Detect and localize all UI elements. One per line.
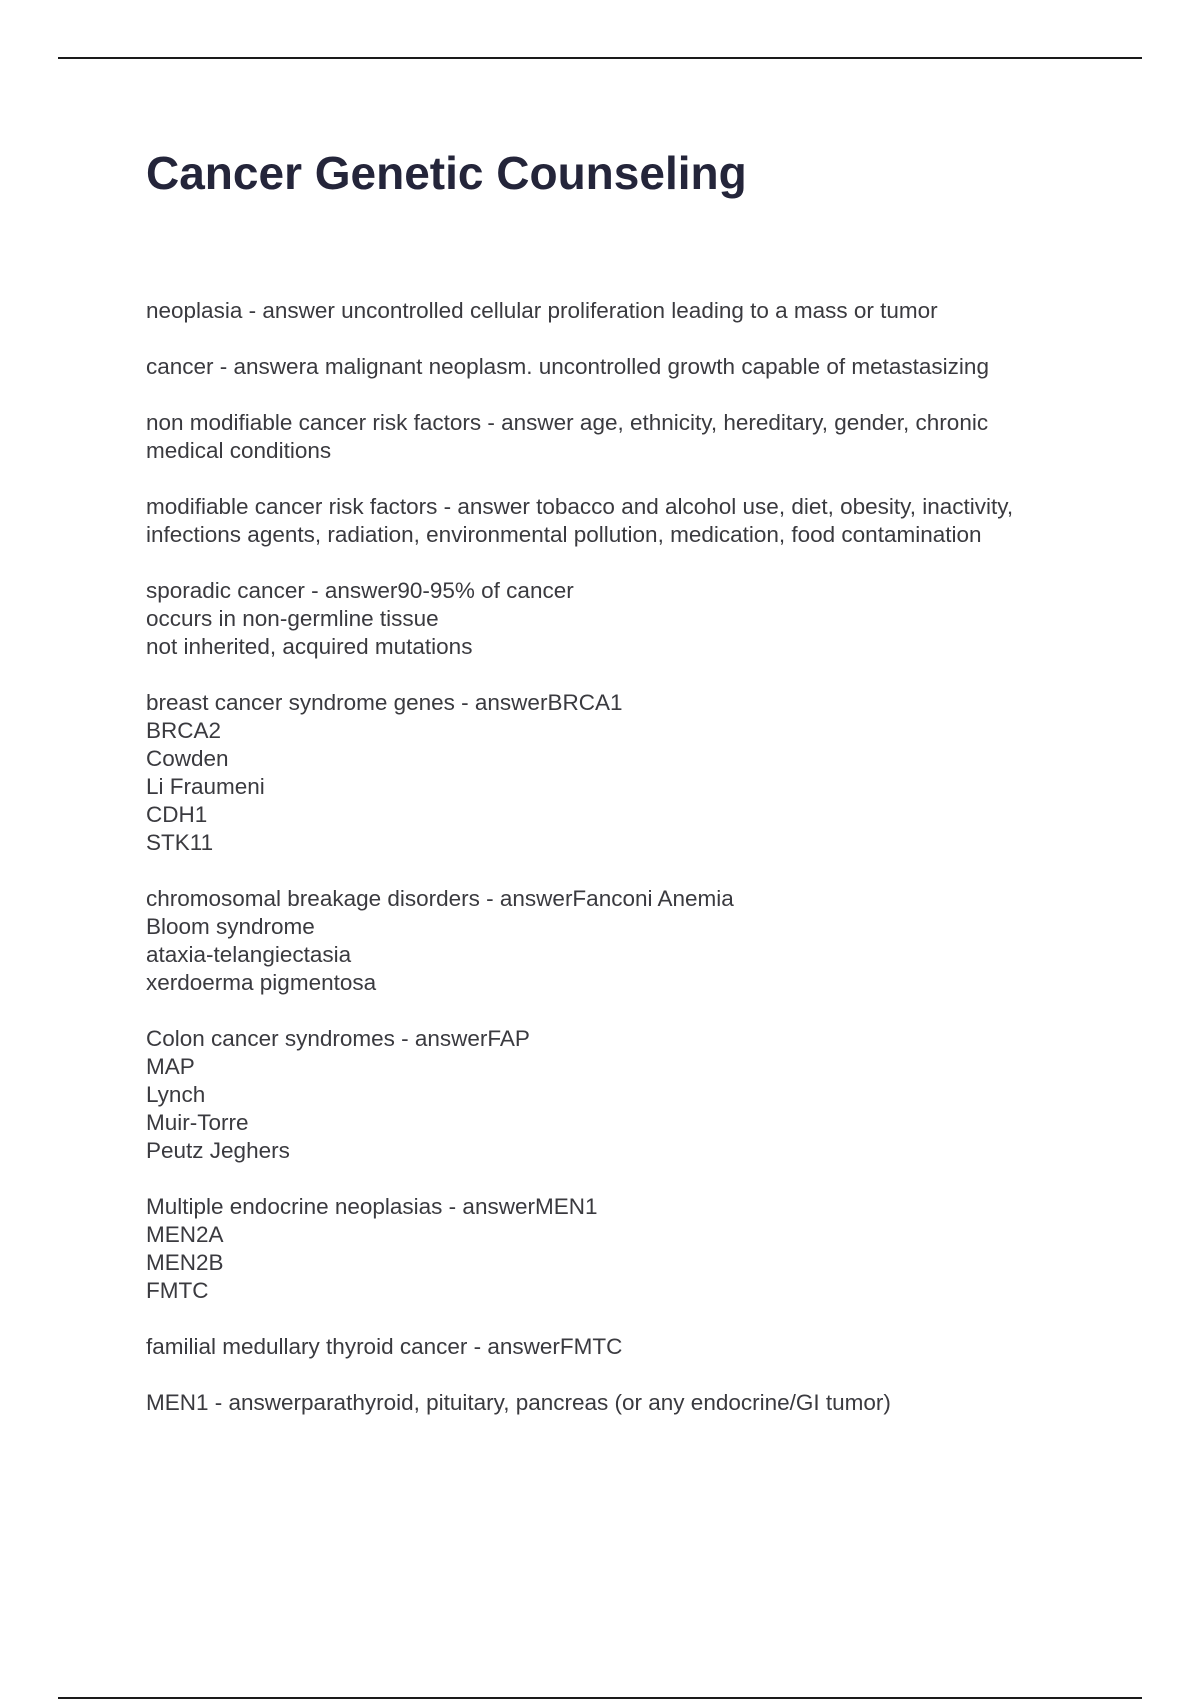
entry-line: sporadic cancer - answer90-95% of cancer bbox=[146, 578, 574, 603]
list-item bbox=[146, 577, 1096, 661]
list-item bbox=[146, 1193, 1096, 1305]
entry-line: neoplasia - answer uncontrolled cellular proliferation leading to a mass or tumor bbox=[146, 298, 938, 323]
list-item bbox=[146, 409, 1096, 465]
entry-line: familial medullary thyroid cancer - answerFMTC bbox=[146, 1334, 623, 1359]
entry-line: Multiple endocrine neoplasias - answerMEN1 bbox=[146, 1194, 598, 1219]
entry-line: non modifiable cancer risk factors - answer age, ethnicity, hereditary, gender, chronic bbox=[146, 410, 989, 435]
entry-line: breast cancer syndrome genes - answerBRCA1 bbox=[146, 690, 623, 715]
flashcard-list bbox=[146, 297, 1096, 1417]
entry-line: CDH1 bbox=[146, 802, 208, 827]
page-title: Cancer Genetic Counseling bbox=[146, 147, 747, 199]
entry-line: MEN2A bbox=[146, 1222, 224, 1247]
entry-line: Lynch bbox=[146, 1082, 206, 1107]
entry-line: modifiable cancer risk factors - answer tobacco and alcohol use, diet, obesity, inactivity, bbox=[146, 494, 1014, 519]
entry-line: Bloom syndrome bbox=[146, 914, 315, 939]
entry-line: xerdoerma pigmentosa bbox=[146, 970, 377, 995]
entry-line: Colon cancer syndromes - answerFAP bbox=[146, 1026, 530, 1051]
entry-line: occurs in non-germline tissue bbox=[146, 606, 439, 631]
entry-line: BRCA2 bbox=[146, 718, 222, 743]
top-divider bbox=[58, 57, 1142, 59]
entry-line: FMTC bbox=[146, 1278, 209, 1303]
list-item bbox=[146, 1389, 1096, 1417]
entry-line: ataxia-telangiectasia bbox=[146, 942, 352, 967]
entry-line: Peutz Jeghers bbox=[146, 1138, 290, 1163]
list-item bbox=[146, 885, 1096, 997]
entry-line: MEN2B bbox=[146, 1250, 224, 1275]
list-item bbox=[146, 297, 1096, 325]
entry-line: not inherited, acquired mutations bbox=[146, 634, 473, 659]
bottom-divider bbox=[58, 1697, 1142, 1699]
entry-line: infections agents, radiation, environmental pollution, medication, food contamination bbox=[146, 522, 982, 547]
list-item bbox=[146, 1333, 1096, 1361]
list-item bbox=[146, 353, 1096, 381]
entry-line: Li Fraumeni bbox=[146, 774, 265, 799]
document-body bbox=[146, 145, 1096, 1445]
entry-line: Muir-Torre bbox=[146, 1110, 249, 1135]
list-item bbox=[146, 1025, 1096, 1165]
entry-line: cancer - answera malignant neoplasm. uncontrolled growth capable of metastasizing bbox=[146, 354, 989, 379]
entry-line: STK11 bbox=[146, 830, 214, 855]
entry-line: medical conditions bbox=[146, 438, 332, 463]
list-item bbox=[146, 493, 1096, 549]
entry-line: chromosomal breakage disorders - answerFanconi Anemia bbox=[146, 886, 734, 911]
entry-line: MEN1 - answerparathyroid, pituitary, pancreas (or any endocrine/GI tumor) bbox=[146, 1390, 891, 1415]
entry-line: MAP bbox=[146, 1054, 195, 1079]
entry-line: Cowden bbox=[146, 746, 229, 771]
list-item bbox=[146, 689, 1096, 857]
